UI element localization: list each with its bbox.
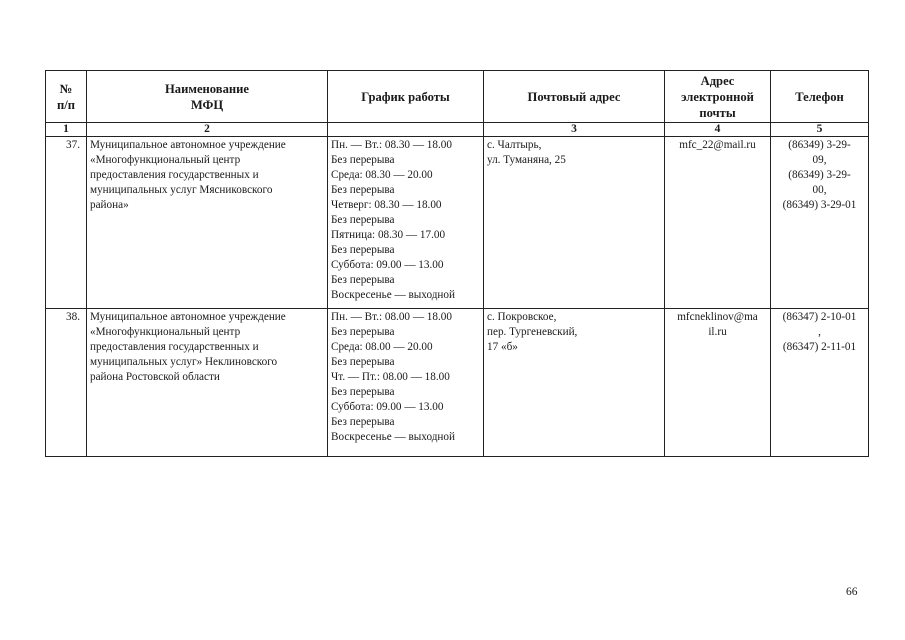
cell-text-line: Суббота: 09.00 — 13.00 [331,259,444,271]
cell-text-line: почты [699,105,736,120]
phone-cell [771,137,869,309]
cell-text-line: Среда: 08.30 — 20.00 [331,169,433,181]
cell-text-line: (86347) 2-11-01 [782,341,857,353]
header-phone [771,71,869,123]
cell-text-line: Без перерыва [331,356,395,368]
column-number: 1 [46,123,87,137]
schedule-cell [328,309,484,457]
cell-text-line: Наименование [165,81,249,96]
address-cell [484,309,665,457]
cell-text-line: с. Покровское, [487,311,557,323]
cell-text-line: Без перерыва [331,154,395,166]
cell-text-line: Пн. — Вт.: 08.00 — 18.00 [331,311,452,323]
cell-text-line: Муниципальное автономное учреждение [90,139,286,151]
cell-text-line: (86347) 2-10-01 [782,311,857,323]
cell-text-line: il.ru [708,326,727,338]
column-number-row [46,123,869,137]
cell-text-line: муниципальных услуг Мясниковского [90,184,273,196]
cell-text-line: Адрес [700,73,735,88]
table-header-row [46,71,869,123]
cell-text-line: , [818,326,821,338]
cell-text-line: Среда: 08.00 — 20.00 [331,341,433,353]
cell-text-line: района» [90,199,129,211]
cell-text-line: mfc_22@mail.ru [679,139,756,151]
cell-text-line: района Ростовской области [90,371,220,383]
cell-text-line: ул. Туманяна, 25 [487,154,566,166]
header-email [665,71,771,123]
cell-text-line: Без перерыва [331,244,395,256]
cell-text-line: График работы [361,89,450,104]
cell-text-line: Суббота: 09.00 — 13.00 [331,401,444,413]
row-number: 37. [46,137,87,309]
cell-text-line: № [59,81,73,96]
cell-text-line: Почтовый адрес [527,89,621,104]
mfc-name-cell [87,309,328,457]
cell-text-line: «Многофункциональный центр [90,326,241,338]
phone-cell [771,309,869,457]
cell-text-line: муниципальных услуг» Неклиновского [90,356,278,368]
cell-text-line: предоставления государственных и [90,169,259,181]
mfc-table [45,70,869,457]
cell-text-line: Четверг: 08.30 — 18.00 [331,199,442,211]
cell-text-line: Телефон [795,89,844,104]
cell-text-line: пер. Тургеневский, [487,326,578,338]
cell-text-line: Воскресенье — выходной [331,289,455,301]
header-num [46,71,87,123]
cell-text-line: (86349) 3-29- [788,139,851,151]
mfc-name-cell [87,137,328,309]
column-number [328,123,484,137]
cell-text-line: Пятница: 08.30 — 17.00 [331,229,446,241]
cell-text-line: Без перерыва [331,184,395,196]
cell-text-line: (86349) 3-29- [788,169,851,181]
table-row [46,137,869,309]
cell-text-line: МФЦ [190,97,224,112]
email-cell [665,309,771,457]
cell-text-line: Без перерыва [331,386,395,398]
cell-text-line: электронной [681,89,754,104]
cell-text-line: Без перерыва [331,214,395,226]
row-number: 38. [46,309,87,457]
cell-text-line: «Многофункциональный центр [90,154,241,166]
cell-text-line: Муниципальное автономное учреждение [90,311,286,323]
column-number: 5 [771,123,869,137]
cell-text-line: Без перерыва [331,274,395,286]
cell-text-line: Без перерыва [331,326,395,338]
cell-text-line: 17 «б» [487,341,518,353]
cell-text-line: 00, [812,184,827,196]
cell-text-line: Воскресенье — выходной [331,431,455,443]
cell-text-line: 09, [812,154,827,166]
schedule-cell [328,137,484,309]
header-name [87,71,328,123]
cell-text-line: (86349) 3-29-01 [782,199,857,211]
cell-text-line: с. Чалтырь, [487,139,542,151]
email-cell [665,137,771,309]
cell-text-line: mfcneklinov@ma [677,311,758,323]
header-address [484,71,665,123]
cell-text-line: Чт. — Пт.: 08.00 — 18.00 [331,371,450,383]
header-schedule [328,71,484,123]
page-number: 66 [846,586,858,598]
cell-text-line: Пн. — Вт.: 08.30 — 18.00 [331,139,452,151]
cell-text-line: п/п [56,97,75,112]
column-number: 2 [87,123,328,137]
column-number: 3 [484,123,665,137]
cell-text-line: Без перерыва [331,416,395,428]
column-number: 4 [665,123,771,137]
address-cell [484,137,665,309]
table-row [46,309,869,457]
cell-text-line: предоставления государственных и [90,341,259,353]
